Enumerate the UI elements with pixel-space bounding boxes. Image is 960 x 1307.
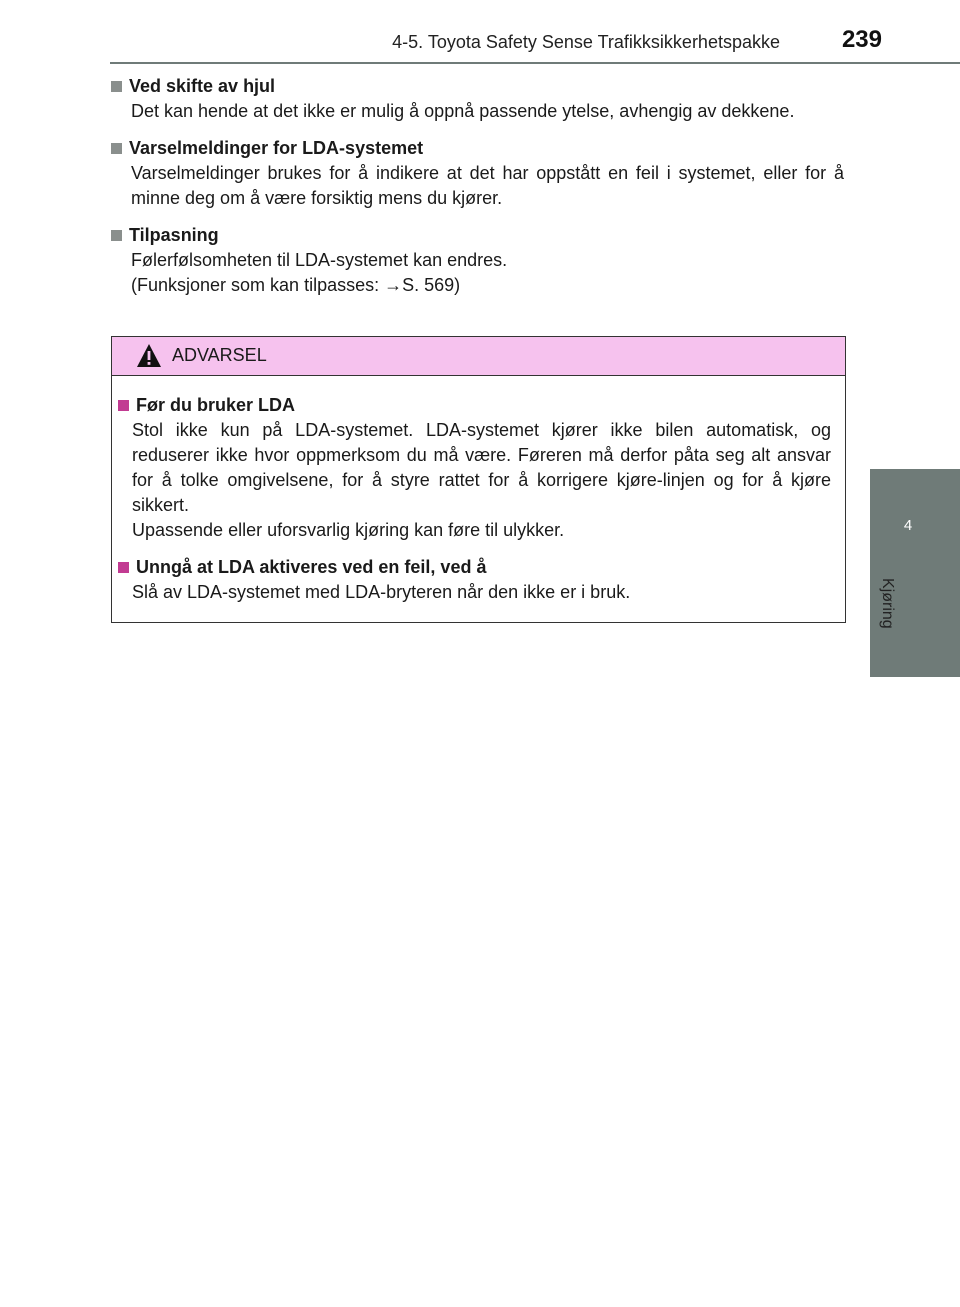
section-wheel-change <box>111 73 844 124</box>
page-number: 239 <box>841 26 882 53</box>
section-heading-text: Unngå at LDA aktiveres ved en feil, ved å <box>136 557 487 577</box>
warning-header <box>112 337 845 376</box>
chapter-title: 4-5. Toyota Safety Sense Trafikksikkerhetspakke <box>392 32 780 52</box>
section-heading-text: Tilpasning <box>129 225 219 245</box>
chapter-tab <box>870 469 960 677</box>
chapter-tab-label: Kjøring <box>879 578 896 629</box>
warning-box <box>111 336 846 623</box>
section-customization <box>111 222 844 298</box>
section-body <box>132 418 831 543</box>
paragraph: Varselmeldinger brukes for å indikere at det har oppstått en feil i systemet, eller for å minne deg om å være forsiktig mens du kjører. <box>131 163 844 208</box>
section-heading-text: Ved skifte av hjul <box>129 76 276 96</box>
warning-triangle-icon <box>136 343 162 374</box>
paragraph: Det kan hende at det ikke er mulig å oppnå passende ytelse, avhengig av dekkene. <box>131 101 795 121</box>
warning-section-avoid-activation <box>112 554 831 605</box>
square-bullet-icon <box>111 81 122 92</box>
section-heading <box>111 222 844 248</box>
header-divider <box>110 62 960 64</box>
section-heading <box>112 392 831 418</box>
section-heading <box>111 135 844 161</box>
main-content <box>111 73 844 309</box>
section-body <box>132 580 831 605</box>
square-bullet-icon <box>111 230 122 241</box>
warning-content <box>112 376 845 605</box>
section-heading-text: Varselmeldinger for LDA-systemet <box>129 138 424 158</box>
square-bullet-icon <box>118 562 129 573</box>
warning-label: ADVARSEL <box>172 345 267 365</box>
paragraph: Stol ikke kun på LDA-systemet. LDA-systemet kjører ikke bilen automatisk, og reduserer ikke hvor oppmerksom du må være. Føreren må derfor påta seg alt ansvar for å tolke omgivelsene, for å styre rattet for å korrigere kjøre-linjen og for å kjøre sikkert. <box>132 420 831 515</box>
section-body <box>131 99 844 124</box>
section-warning-messages <box>111 135 844 211</box>
paragraph: Følerfølsomheten til LDA-systemet kan endres. <box>131 250 508 270</box>
chapter-tab-number: 4 <box>903 517 913 534</box>
section-body <box>131 248 844 298</box>
paragraph: Upassende eller uforsvarlig kjøring kan føre til ulykker. <box>132 520 565 540</box>
square-bullet-icon <box>111 143 122 154</box>
section-heading-text: Før du bruker LDA <box>136 395 296 415</box>
paragraph: Slå av LDA-systemet med LDA-bryteren når den ikke er i bruk. <box>132 582 631 602</box>
warning-section-before-use <box>112 392 831 543</box>
section-body <box>131 161 844 211</box>
section-heading <box>112 554 831 580</box>
square-bullet-icon <box>118 400 129 411</box>
section-heading <box>111 73 844 99</box>
page-header <box>0 0 960 62</box>
page-reference: (Funksjoner som kan tilpasses: →S. 569) <box>131 275 461 295</box>
